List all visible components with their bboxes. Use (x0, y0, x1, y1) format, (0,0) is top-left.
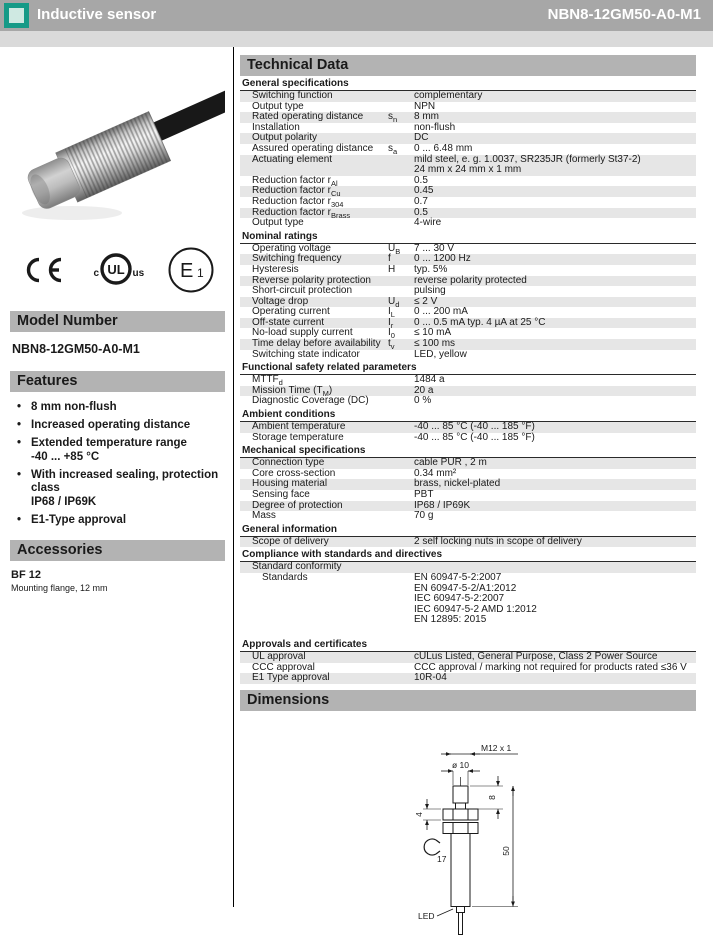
spec-value-line: IEC 60947-5-2:2007 (414, 593, 505, 605)
technical-data-table (240, 76, 696, 684)
spec-value-line: EN 12895: 2015 (414, 614, 487, 626)
spec-label: Time delay before availability (252, 338, 381, 350)
header-model-number: NBN8-12GM50-A0-M1 (547, 6, 701, 23)
feature-item (10, 419, 225, 433)
spec-section-title: General specifications (240, 76, 696, 91)
page-header (0, 0, 713, 31)
spec-row (240, 218, 696, 229)
spec-value: 0.45 (414, 185, 434, 197)
spec-value (414, 573, 696, 626)
dimension-drawing (385, 713, 565, 939)
ce-mark-icon (24, 256, 66, 284)
feature-line: Increased operating distance (31, 419, 191, 431)
feature-line: IP68 / IP69K (31, 495, 97, 508)
spec-label: Switching function (252, 90, 333, 101)
spec-value: IP68 / IP69K (414, 499, 471, 511)
spec-label: No-load supply current (252, 327, 353, 339)
spec-row (240, 573, 696, 626)
feature-text (31, 514, 126, 528)
spec-row (240, 144, 696, 155)
spec-row (240, 254, 696, 265)
spec-section-title: Compliance with standards and directives (240, 547, 696, 562)
spec-label: Switching state indicator (252, 348, 360, 360)
spec-section-title: General information (240, 522, 696, 537)
spec-label: Core cross-section (252, 467, 336, 479)
nut-thickness-label: 4 (414, 811, 424, 817)
spec-value-line: 24 mm x 24 mm x 1 mm (414, 164, 522, 176)
thread-label: M12 x 1 (481, 742, 512, 753)
accessories-heading: Accessories (10, 540, 225, 561)
spec-symbol: H (388, 263, 396, 275)
spec-row (240, 433, 696, 444)
spec-symbol: $t_v$ (388, 338, 395, 352)
cul-us-mark-icon (86, 250, 148, 290)
spec-row (240, 501, 696, 512)
cul-right-label: us (132, 268, 144, 279)
bullet-icon: • (17, 437, 22, 449)
spec-label: Off-state current (252, 316, 325, 328)
spec-row (240, 197, 696, 208)
spec-value: ≤ 10 mA (414, 327, 452, 339)
spec-value-line: IEC 60947-5-2 AMD 1:2012 (414, 603, 537, 615)
header-strip (0, 31, 713, 47)
spec-symbol: $I_L$ (388, 306, 395, 320)
features-heading: Features (10, 371, 225, 392)
model-number-value: NBN8-12GM50-A0-M1 (12, 342, 140, 356)
spec-label: Rated operating distance (252, 111, 364, 123)
spec-value: 20 a (414, 384, 434, 396)
spec-section (240, 547, 696, 626)
spec-label: Mass (252, 510, 276, 522)
spec-symbol: $I_0$ (388, 327, 395, 341)
spec-symbol: $s_n$ (388, 111, 398, 125)
spec-section (240, 637, 696, 684)
head-height-label: 8 (487, 794, 497, 800)
spec-symbol: $I_r$ (388, 316, 394, 330)
spec-label: Standard conformity (252, 561, 342, 573)
column-divider (233, 47, 234, 907)
feature-line: With increased sealing, protection (31, 468, 219, 481)
spec-label: Degree of protection (252, 499, 343, 511)
spec-label: Output type (252, 100, 304, 112)
wrench-size-label: 17 (437, 853, 447, 864)
spec-row (240, 112, 696, 123)
main-content (240, 55, 696, 939)
spec-label: Output polarity (252, 132, 318, 144)
spec-value: 7 ... 30 V (414, 242, 455, 254)
product-photo (10, 61, 225, 243)
spec-label: Scope of delivery (252, 535, 329, 547)
spec-label: Operating current (252, 306, 330, 318)
diameter-label: ø 10 (451, 759, 470, 770)
spec-label: Reduction factor $r_{Cu}$ (252, 185, 341, 199)
spec-section-title: Approvals and certificates (240, 637, 696, 652)
spec-value: 0.7 (414, 195, 428, 207)
spec-label: UL approval (252, 650, 306, 662)
spec-value: -40 ... 85 °C (-40 ... 185 °F) (414, 421, 535, 433)
spec-row (240, 208, 696, 219)
feature-text (31, 419, 190, 433)
e1-mark-icon (167, 246, 215, 294)
feature-text (31, 401, 117, 415)
spec-label: Actuating element (252, 153, 333, 165)
spec-label: Hysteresis (252, 263, 299, 275)
feature-item (10, 401, 225, 415)
spec-value: 0 ... 6.48 mm (414, 142, 473, 154)
spec-section (240, 443, 696, 522)
spec-row (240, 537, 696, 548)
feature-item (10, 437, 225, 464)
spec-section-title: Ambient conditions (240, 407, 696, 422)
spec-value: 0.34 mm² (414, 467, 457, 479)
spec-label: Voltage drop (252, 295, 309, 307)
spec-label: Switching frequency (252, 253, 342, 265)
spec-value: ≤ 100 ms (414, 338, 456, 350)
feature-text (31, 469, 218, 510)
spec-value: PBT (414, 489, 434, 500)
spec-row (240, 265, 696, 276)
sensor-photo-illustration (10, 61, 225, 243)
spec-label: Installation (252, 121, 300, 133)
e1-main-label: E (180, 260, 194, 282)
feature-text (31, 437, 187, 464)
spec-row (240, 511, 696, 522)
bullet-icon: • (17, 468, 22, 481)
spec-value: 70 g (414, 510, 434, 522)
page-title: Inductive sensor (37, 6, 157, 23)
spec-value: 0 ... 1200 Hz (414, 253, 471, 265)
dimension-drawing-svg (385, 713, 565, 939)
spec-value: 2 self locking nuts in scope of delivery (414, 535, 582, 547)
spec-section (240, 360, 696, 407)
spec-row (240, 673, 696, 684)
spec-value: DC (414, 132, 429, 144)
spec-label: Mission Time $(T_M)$ (252, 384, 333, 398)
spec-label: Operating voltage (252, 242, 331, 254)
spec-value: CCC approval / marking not required for products rated ≤36 V (414, 661, 687, 673)
spec-section-title: Functional safety related parameters (240, 360, 696, 375)
feature-line: 8 mm non-flush (31, 401, 117, 413)
brand-square-icon (4, 3, 29, 28)
spec-section-title: Mechanical specifications (240, 443, 696, 458)
spec-value: non-flush (414, 121, 456, 133)
spec-row (240, 490, 696, 501)
spec-value: brass, nickel-plated (414, 478, 501, 490)
spec-label: Short-circuit protection (252, 285, 353, 297)
cul-left-label: c (92, 268, 99, 279)
feature-item (10, 514, 225, 528)
spec-label: Ambient temperature (252, 421, 346, 433)
led-label: LED (418, 910, 435, 921)
spec-symbol: f (388, 253, 391, 265)
spec-value: 8 mm (414, 111, 439, 123)
spec-value: NPN (414, 100, 436, 112)
feature-line: -40 ... +85 °C (31, 450, 100, 463)
spec-value-line: mild steel, e. g. 1.0037, SR235JR (formerly St37-2) (414, 153, 641, 165)
spec-label: Diagnostic Coverage (DC) (252, 395, 369, 407)
spec-value: 4-wire (414, 217, 442, 229)
spec-label: Sensing face (252, 489, 310, 500)
spec-label: Assured operating distance (252, 142, 374, 154)
spec-label: Reduction factor $r_{Brass}$ (252, 206, 351, 220)
model-number-heading: Model Number (10, 311, 225, 332)
spec-value: cULus Listed, General Purpose, Class 2 Power Source (414, 650, 658, 662)
bullet-icon: • (17, 419, 22, 431)
spec-section (240, 407, 696, 443)
spec-value: typ. 5% (414, 263, 448, 275)
spec-label: Connection type (252, 457, 325, 469)
spec-label: Reduction factor $r_{Al}$ (252, 174, 338, 188)
spec-value: 0.5 (414, 206, 428, 218)
spec-value: -40 ... 85 °C (-40 ... 185 °F) (414, 431, 535, 443)
spec-symbol: $s_a$ (388, 142, 398, 156)
spec-row (240, 286, 696, 297)
technical-data-heading: Technical Data (240, 55, 696, 76)
spec-row (240, 155, 696, 176)
body-length-label: 50 (501, 845, 511, 856)
bullet-icon: • (17, 513, 22, 526)
spec-value: LED, yellow (414, 348, 467, 360)
spec-value: 1484 a (414, 374, 445, 386)
spec-label: Housing material (252, 478, 328, 490)
features-list (10, 401, 225, 527)
e1-sub-label: 1 (197, 266, 204, 280)
spec-label: Storage temperature (252, 431, 344, 443)
certification-logos (10, 243, 225, 297)
spec-section (240, 76, 696, 229)
spec-value-line: EN 60947-5-2/A1:2012 (414, 582, 517, 594)
spec-row (240, 396, 696, 407)
spec-value-line: EN 60947-5-2:2007 (414, 571, 502, 583)
spec-row (240, 91, 696, 102)
spec-value: complementary (414, 90, 483, 101)
feature-item (10, 469, 225, 510)
spec-label: Reverse polarity protection (252, 274, 371, 286)
spec-section (240, 522, 696, 548)
spec-label: $MTTF_d$ (252, 374, 283, 388)
spec-value: reverse polarity protected (414, 274, 527, 286)
spec-label: Output type (252, 217, 304, 229)
spec-value: pulsing (414, 285, 446, 297)
spec-value (414, 155, 696, 176)
spec-value: 0.5 (414, 174, 428, 186)
spec-value: 0 ... 200 mA (414, 306, 468, 318)
spec-label: Reduction factor $r_{304}$ (252, 195, 344, 209)
spec-section (240, 229, 696, 361)
feature-line: Extended temperature range (31, 437, 187, 449)
spec-value: 0 ... 0.5 mA typ. 4 µA at 25 °C (414, 316, 546, 328)
spec-symbol: $U_B$ (388, 242, 401, 256)
sidebar (10, 47, 225, 593)
spec-section-title: Nominal ratings (240, 229, 696, 244)
accessory-description: Mounting flange, 12 mm (11, 583, 108, 593)
wrench-icon (424, 839, 436, 855)
spec-row (240, 350, 696, 361)
spec-label: Standards (262, 571, 308, 583)
accessory-name: BF 12 (11, 569, 41, 581)
spec-row (240, 652, 696, 663)
spec-symbol: $U_d$ (388, 295, 400, 309)
accessories-list (10, 569, 225, 593)
feature-line: class (31, 482, 60, 494)
cul-main-label: UL (106, 262, 125, 277)
feature-line: E1-Type approval (31, 513, 127, 526)
bullet-icon: • (17, 401, 22, 413)
spec-value: 0 % (414, 395, 432, 407)
spec-value: ≤ 2 V (414, 295, 438, 307)
spec-label: E1 Type approval (252, 672, 330, 684)
dimensions-heading: Dimensions (240, 690, 696, 711)
spec-value: cable PUR , 2 m (414, 457, 487, 469)
spec-label: CCC approval (252, 661, 315, 673)
spec-value: 10R-04 (414, 672, 447, 684)
